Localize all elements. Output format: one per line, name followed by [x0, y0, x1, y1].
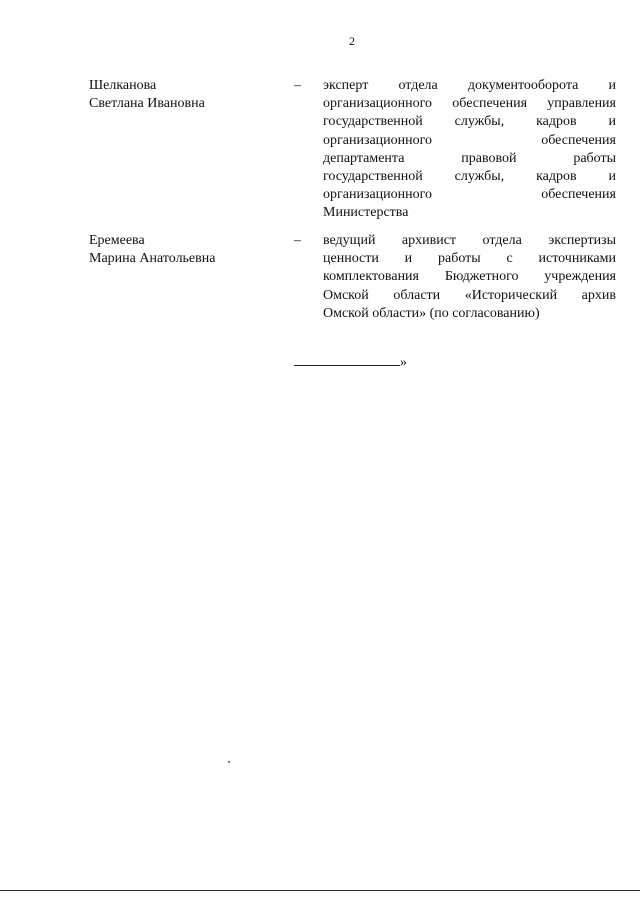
position-line: комплектования Бюджетного учреждения: [323, 269, 616, 285]
position-line: организационного обеспечения управления: [323, 96, 616, 112]
member-position: [323, 232, 616, 323]
member-name: [89, 77, 279, 113]
page-number: 2: [349, 34, 355, 48]
closing-mark: [294, 353, 407, 372]
entry-dash: –: [294, 233, 301, 248]
position-line: ведущий архивист отдела экспертизы: [323, 233, 616, 248]
member-given-names: Светлана Ивановна: [89, 96, 205, 112]
member-surname: Шелканова: [89, 78, 157, 93]
member-position: [323, 77, 616, 223]
scan-bottom-edge: [0, 890, 640, 891]
closing-quote: »: [400, 355, 407, 370]
member-given-names: Марина Анатольевна: [89, 251, 216, 267]
position-line: департамента правовой работы: [323, 150, 616, 166]
position-line: Министерства: [323, 205, 409, 221]
position-line: Омской области» (по согласованию): [323, 305, 540, 321]
position-line: государственной службы, кадров и: [323, 169, 616, 185]
member-name: [89, 232, 279, 268]
position-line: государственной службы, кадров и: [323, 114, 616, 130]
position-line: Омской области «Исторический архив: [323, 287, 616, 303]
entry-dash: –: [294, 78, 301, 93]
scan-speck: [228, 761, 230, 763]
position-line: организационного обеспечения: [323, 132, 616, 148]
position-line: ценности и работы с источниками: [323, 251, 616, 267]
position-line: организационного обеспечения: [323, 187, 616, 203]
member-surname: Еремеева: [89, 233, 145, 248]
position-line: эксперт отдела документооборота и: [323, 78, 616, 93]
closing-underline: [294, 353, 400, 366]
